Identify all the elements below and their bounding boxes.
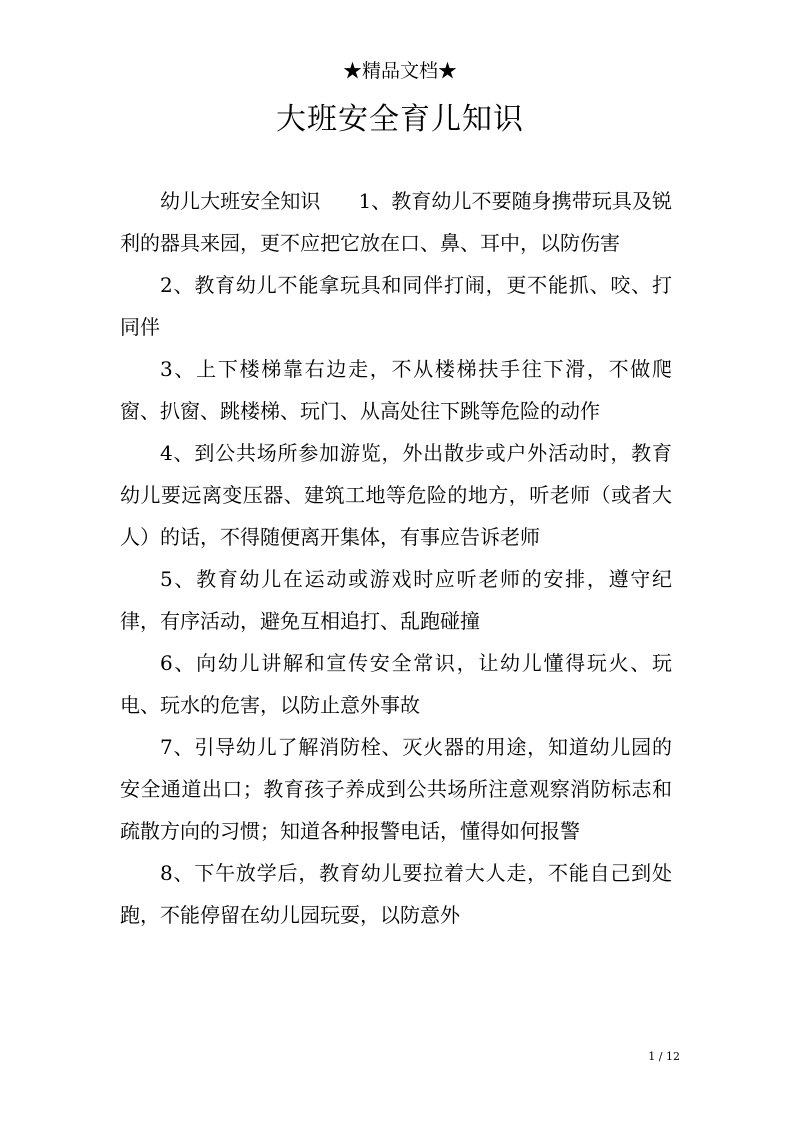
paragraph-5: 5、教育幼儿在运动或游戏时应听老师的安排，遵守纪律，有序活动，避免互相追打、乱跑碰撞 xyxy=(120,567,672,633)
paragraph-2: 2、教育幼儿不能拿玩具和同伴打闹，更不能抓、咬、打同伴 xyxy=(120,273,672,339)
intro-lead: 幼儿大班安全知识 xyxy=(160,189,321,213)
paragraph-6: 6、向幼儿讲解和宣传安全常识，让幼儿懂得玩火、玩电、玩水的危害，以防止意外事故 xyxy=(120,651,672,717)
paragraph-7: 7、引导幼儿了解消防栓、灭火器的用途，知道幼儿园的安全通道出口；教育孩子养成到公共场所注意观察消防标志和疏散方向的习惯；知道各种报警电话，懂得如何报警 xyxy=(120,735,672,843)
document-body xyxy=(120,180,672,936)
paragraph-1-text: 1、教育幼儿不要随身携带玩具及锐利的器具来园，更不应把它放在口、鼻、耳中，以防伤害 xyxy=(120,189,673,255)
header-watermark-text: ★精品文档★ xyxy=(342,60,457,82)
paragraph-3: 3、上下楼梯靠右边走，不从楼梯扶手往下滑，不做爬窗、扒窗、跳楼梯、玩门、从高处往下跳等危险的动作 xyxy=(120,357,672,423)
paragraph-8: 8、下午放学后，教育幼儿要拉着大人走，不能自己到处跑，不能停留在幼儿园玩耍，以防意外 xyxy=(120,861,672,927)
paragraph-4: 4、到公共场所参加游览，外出散步或户外活动时，教育幼儿要远离变压器、建筑工地等危险的地方，听老师（或者大人）的话，不得随便离开集体，有事应告诉老师 xyxy=(120,441,672,549)
document-header xyxy=(0,58,800,84)
document-title: 大班安全育儿知识 xyxy=(276,102,524,137)
page-number: 1 / 12 xyxy=(648,1050,680,1063)
paragraph-1 xyxy=(120,180,672,264)
